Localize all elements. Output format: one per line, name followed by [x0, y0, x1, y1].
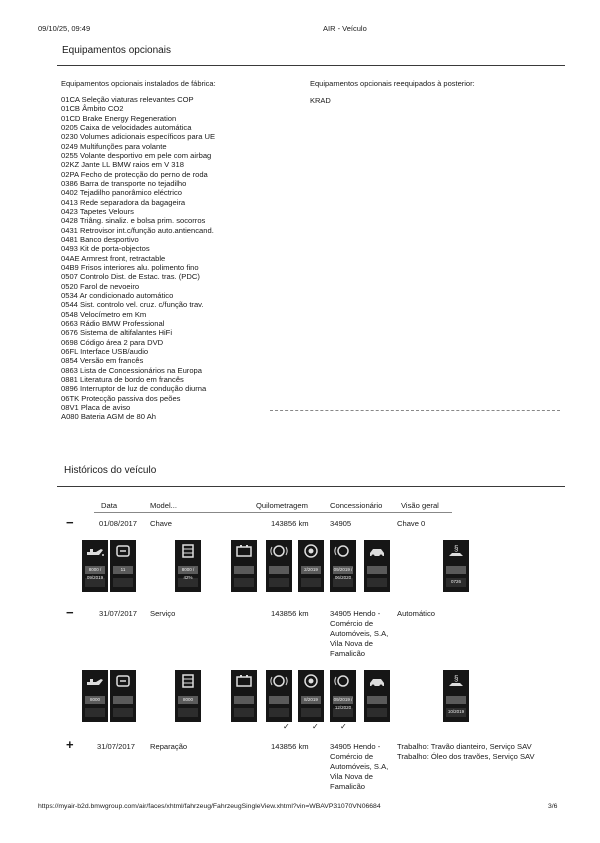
row-dealer: 34905 Hendo - Comércio de Automóveis, S.A, Vila Nova de Famalicão: [330, 609, 389, 658]
list-item: 0402 Tejadilho panorâmico eléctrico: [61, 188, 183, 198]
row-date: 31/07/2017: [97, 742, 136, 751]
battery-icon: [234, 543, 254, 559]
row-overview: Chave 0: [397, 519, 426, 528]
service-tile[interactable]: [82, 670, 108, 722]
service-tile[interactable]: [298, 540, 324, 592]
list-item: 0896 Interruptor de luz de condução diurna: [61, 384, 207, 394]
tile-value: 11: [120, 567, 126, 572]
tile-value: 10/2019: [447, 709, 465, 714]
list-item: 0423 Tapetes Velours: [61, 206, 134, 216]
divider: [57, 486, 565, 487]
list-item: 0230 Volumes adicionais específicos para UE: [61, 132, 216, 142]
service-tile[interactable]: [231, 540, 257, 592]
list-item: 0205 Caixa de velocidades automática: [61, 122, 192, 132]
check-icon: ✓: [340, 722, 347, 731]
list-item: 0255 Volante desportivo em pele com airbag: [61, 150, 212, 160]
service-tile[interactable]: [175, 670, 201, 722]
row-dealer: 34905: [330, 519, 352, 528]
collapse-toggle[interactable]: −: [66, 515, 74, 530]
service-tile[interactable]: [330, 670, 356, 722]
row-model: Reparação: [150, 742, 188, 751]
service-tile[interactable]: [110, 540, 136, 592]
service-tile[interactable]: [443, 670, 469, 722]
service-tile[interactable]: [266, 540, 292, 592]
list-item: 01CA Seleção viaturas relevantes COP: [61, 95, 194, 104]
brake-pad-icon: [113, 543, 133, 559]
list-item: 06TK Protecção passiva dos peões: [61, 393, 181, 403]
scan-line: [270, 410, 560, 411]
svg-text:§: §: [454, 674, 459, 683]
list-item: 01CB Âmbito CO2: [61, 104, 124, 114]
service-tile[interactable]: [175, 540, 201, 592]
list-item: 0863 Lista de Concessionários na Europa: [61, 365, 202, 375]
print-datetime: 09/10/25, 09:49: [38, 24, 91, 33]
vehicle-check-icon: [367, 543, 387, 559]
row-model: Chave: [150, 519, 172, 528]
check-icon: ✓: [283, 722, 290, 731]
service-tile[interactable]: [266, 670, 292, 722]
service-tile[interactable]: [330, 540, 356, 592]
inspection-icon: [446, 673, 466, 689]
row-date: 31/07/2017: [99, 609, 138, 618]
section-title-optional-equipment: Equipamentos opcionais: [62, 45, 171, 56]
tile-value: 09/2019 / 12/2020: [333, 697, 353, 710]
list-item: 0431 Retrovisor int.c/função auto.antiencand.: [61, 225, 214, 235]
col-header-model[interactable]: Model...: [150, 501, 178, 510]
row-date: 01/08/2017: [99, 519, 138, 528]
inspection-icon: [446, 543, 466, 559]
list-item: 0520 Farol de nevoeiro: [61, 281, 140, 291]
list-item: 0544 Sist. controlo vel. cruz. c/função trav.: [61, 300, 204, 310]
brake-front-icon: [269, 543, 289, 559]
footer-url[interactable]: https://myair-b2d.bmwgroup.com/air/faces/xhtml/fahrzeug/FahrzeugSingleView.xhtml?vin=WBAVP31070VN06684: [38, 803, 381, 810]
retrofit-equipment-header: Equipamentos opcionais reequipados à posterior:: [310, 79, 475, 88]
oil-can-icon: [85, 673, 105, 689]
tile-value: 2/2019: [304, 567, 318, 572]
brake-fluid-icon: [301, 673, 321, 689]
tile-value: 8000 / 09/2019: [86, 567, 104, 580]
service-tile[interactable]: [443, 540, 469, 592]
oil-can-icon: [85, 543, 105, 559]
filter-icon: [178, 543, 198, 559]
expand-toggle[interactable]: +: [66, 737, 74, 752]
divider: [57, 65, 565, 66]
list-item: 0698 Código área 2 para DVD: [61, 337, 164, 347]
row-overview: Automático: [397, 609, 435, 618]
col-header-mileage[interactable]: Quilometragem: [256, 501, 308, 510]
list-item: 0548 Velocímetro em Km: [61, 309, 147, 319]
list-item: 0386 Barra de transporte no tejadilho: [61, 178, 187, 188]
service-tile[interactable]: [364, 670, 390, 722]
brake-pad-icon: [113, 673, 133, 689]
list-item: 06FL Interface USB/audio: [61, 346, 149, 356]
tile-value: 8/2019: [304, 697, 318, 702]
brake-fluid-icon: [301, 543, 321, 559]
factory-equipment-list: [61, 95, 215, 421]
tile-value: 09/2019 / 06/2020: [333, 567, 353, 580]
col-header-overview[interactable]: Visão geral: [401, 501, 439, 510]
check-icon: ✓: [312, 722, 319, 731]
list-item: 0507 Controlo Dist. de Estac. tras. (PDC): [61, 272, 200, 282]
list-item: 0676 Sistema de altifalantes HiFi: [61, 328, 173, 338]
list-item: 04AE Armrest front, retractable: [61, 253, 166, 263]
list-item: 04B9 Frisos interiores alu. polimento fino: [61, 262, 199, 272]
service-tile[interactable]: [231, 670, 257, 722]
svg-text:§: §: [454, 544, 459, 553]
list-item: 0854 Versão em francês: [61, 356, 144, 366]
tile-value: 0726: [450, 579, 461, 584]
filter-icon: [178, 673, 198, 689]
page-number: 3/6: [548, 803, 558, 810]
list-item: 0534 Ar condicionado automático: [61, 290, 174, 300]
battery-icon: [234, 673, 254, 689]
list-item: 0481 Banco desportivo: [61, 234, 139, 244]
brake-rear-icon: [333, 543, 353, 559]
print-title: AIR - Veículo: [323, 24, 367, 33]
brake-rear-icon: [333, 673, 353, 689]
retrofit-item: KRAD: [310, 96, 331, 105]
list-item: 0413 Rede separadora da bagageira: [61, 197, 186, 207]
row-overview: Trabalho: Travão dianteiro, Serviço SAV Trabalho: Óleo dos travões, Serviço SAV: [397, 742, 535, 761]
list-item: 0249 Multifunções para volante: [61, 141, 167, 151]
row-model: Serviço: [150, 609, 176, 618]
service-tile[interactable]: [82, 540, 108, 592]
list-item: 0493 Kit de porta-objectos: [61, 244, 150, 254]
list-item: A080 Bateria AGM de 80 Ah: [61, 412, 156, 422]
list-item: 02PA Fecho de protecção do perno de roda: [61, 169, 208, 179]
tile-value: 8000: [182, 697, 193, 702]
factory-equipment-header: Equipamentos opcionais instalados de fábrica:: [61, 79, 216, 88]
tile-value: 8000 / 42%: [181, 567, 195, 580]
list-item: 0428 Triâng. sinaliz. e bolsa prim. socorros: [61, 216, 206, 226]
section-title-vehicle-history: Históricos do veículo: [64, 465, 157, 476]
list-item: 08V1 Placa de aviso: [61, 402, 131, 412]
row-dealer: 34905 Hendo - Comércio de Automóveis, S.A, Vila Nova de Famalicão: [330, 742, 389, 791]
service-tile[interactable]: [110, 670, 136, 722]
brake-front-icon: [269, 673, 289, 689]
vehicle-check-icon: [367, 673, 387, 689]
col-header-date[interactable]: Data: [101, 501, 118, 510]
list-item: 02KZ Jante LL BMW raios em V 318: [61, 160, 184, 170]
tile-value: 8000: [89, 697, 100, 702]
row-mileage: 143856 km: [271, 742, 309, 751]
list-item: 0663 Rádio BMW Professional: [61, 318, 165, 328]
col-header-dealer[interactable]: Concessionário: [330, 501, 383, 510]
list-item: 01CD Brake Energy Regeneration: [61, 113, 177, 123]
service-tile[interactable]: [364, 540, 390, 592]
service-tile[interactable]: [298, 670, 324, 722]
divider: [94, 512, 452, 513]
row-mileage: 143856 km: [271, 519, 309, 528]
row-mileage: 143856 km: [271, 609, 309, 618]
collapse-toggle[interactable]: −: [66, 605, 74, 620]
list-item: 0881 Literatura de bordo em francês: [61, 374, 184, 384]
